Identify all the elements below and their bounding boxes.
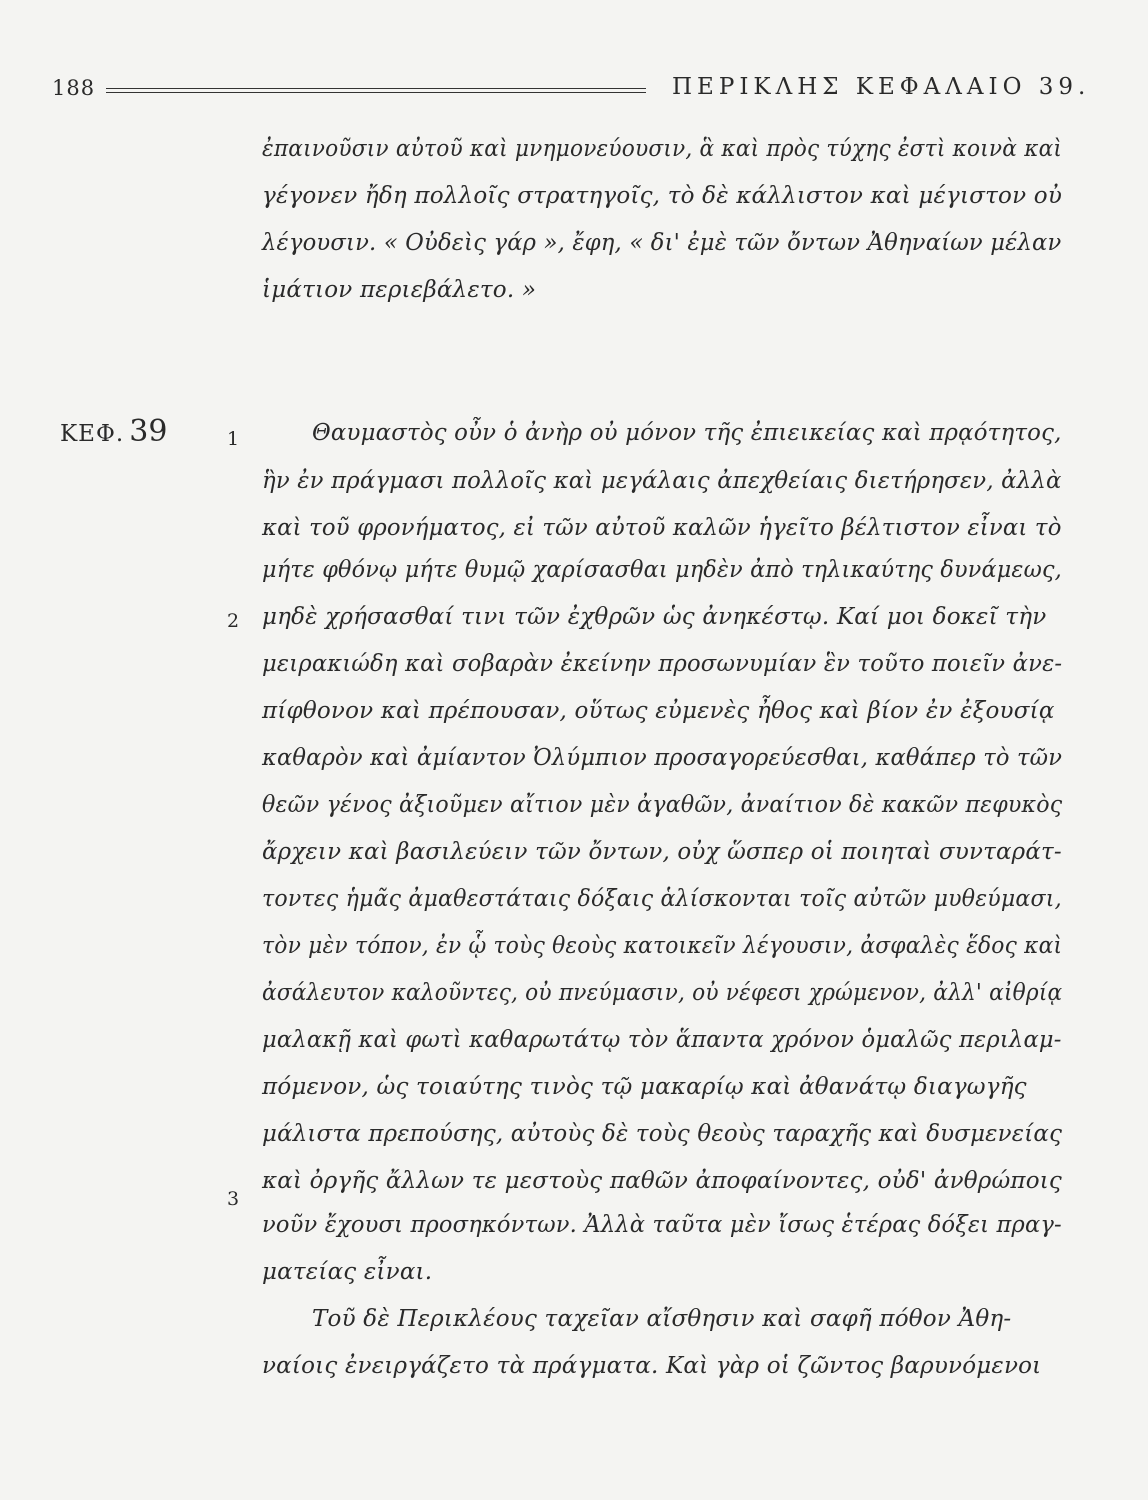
text-line: ἄρχειν καὶ βασιλεύειν τῶν ὄντων, οὐχ ὥσπερ οἱ ποιηταὶ συνταράτ- xyxy=(262,839,1062,865)
margin-number-1: 1 xyxy=(227,428,240,450)
text-line: θεῶν γένος ἀξιοῦμεν αἴτιον μὲν ἀγαθῶν, ἀναίτιον δὲ κακῶν πεφυκὸς xyxy=(262,792,1063,818)
margin-number-3: 3 xyxy=(227,1188,240,1210)
text-line: καὶ ὀργῆς ἄλλων τε μεστοὺς παθῶν ἀποφαίνοντες, οὐδ' ἀνθρώποις xyxy=(262,1168,1063,1194)
page-header xyxy=(52,74,1091,108)
text-line: μήτε φθόνῳ μήτε θυμῷ χαρίσασθαι μηδὲν ἀπὸ τηλικαύτης δυνάμεως, xyxy=(262,557,1062,583)
text-line: τοντες ἡμᾶς ἀμαθεστάταις δόξαις ἁλίσκονται τοῖς αὐτῶν μυθεύμασι, xyxy=(262,886,1062,912)
text-line: ἀσάλευτον καλοῦντες, οὐ πνεύμασιν, οὐ νέφεσι χρώμενον, ἀλλ' αἰθρίᾳ xyxy=(262,980,1063,1006)
chapter-number: 39 xyxy=(129,414,168,449)
text-line: τὸν μὲν τόπον, ἐν ᾧ τοὺς θεοὺς κατοικεῖν λέγουσιν, ἀσφαλὲς ἕδος καὶ xyxy=(262,933,1063,959)
text-line: λέγουσιν. « Οὐδεὶς γάρ », ἔφη, « δι' ἐμὲ τῶν ὄντων Ἀθηναίων μέλαν xyxy=(262,230,1062,256)
text-line: καθαρὸν καὶ ἀμίαντον Ὀλύμπιον προσαγορεύεσθαι, καθάπερ τὸ τῶν xyxy=(262,745,1063,771)
chapter-label: ΚΕΦ. xyxy=(60,421,125,447)
text-line: μηδὲ χρήσασθαί τινι τῶν ἐχθρῶν ὡς ἀνηκέστῳ. Καί μοι δοκεῖ τὴν xyxy=(262,604,1047,630)
text-line: Θαυμαστὸς οὖν ὁ ἀνὴρ οὐ μόνον τῆς ἐπιεικείας καὶ πρᾳότητος, xyxy=(312,420,1062,446)
chapter-marker xyxy=(60,414,167,449)
text-line: μαλακῇ καὶ φωτὶ καθαρωτάτῳ τὸν ἅπαντα χρόνον ὁμαλῶς περιλαμ- xyxy=(262,1027,1062,1053)
text-line: ἐπαινοῦσιν αὐτοῦ καὶ μνημονεύουσιν, ἃ καὶ πρὸς τύχης ἐστὶ κοινὰ καὶ xyxy=(262,136,1063,162)
text-line: μάλιστα πρεπούσης, αὐτοὺς δὲ τοὺς θεοὺς ταραχῆς καὶ δυσμενείας xyxy=(262,1121,1063,1147)
header-rule xyxy=(106,88,646,93)
text-line: Τοῦ δὲ Περικλέους ταχεῖαν αἴσθησιν καὶ σαφῆ πόθον Ἀθη- xyxy=(312,1306,1012,1332)
text-line: μειρακιώδη καὶ σοβαρὰν ἐκείνην προσωνυμίαν ἓν τοῦτο ποιεῖν ἀνε- xyxy=(262,651,1063,677)
margin-number-2: 2 xyxy=(227,610,240,632)
text-line: ματείας εἶναι. xyxy=(262,1259,433,1285)
text-line: ναίοις ἐνειργάζετο τὰ πράγματα. Καὶ γὰρ οἱ ζῶντος βαρυνόμενοι xyxy=(262,1353,1042,1379)
text-line: καὶ τοῦ φρονήματος, εἰ τῶν αὐτοῦ καλῶν ἡγεῖτο βέλτιστον εἶναι τὸ xyxy=(262,515,1062,541)
text-line: γέγονεν ἤδη πολλοῖς στρατηγοῖς, τὸ δὲ κάλλιστον καὶ μέγιστον οὐ xyxy=(262,183,1063,209)
text-line: πίφθονον καὶ πρέπουσαν, οὕτως εὐμενὲς ἦθος καὶ βίον ἐν ἐξουσίᾳ xyxy=(262,698,1055,724)
text-line: νοῦν ἔχουσι προσηκόντων. Ἀλλὰ ταῦτα μὲν ἴσως ἑτέρας δόξει πραγ- xyxy=(262,1212,1062,1238)
running-title: ΠΕΡΙΚΛΗΣ ΚΕΦΑΛΑΙΟ 39. xyxy=(672,74,1091,100)
text-line: ἱμάτιον περιεβάλετο. » xyxy=(262,277,537,303)
page-number: 188 xyxy=(52,76,96,100)
text-line: ἣν ἐν πράγμασι πολλοῖς καὶ μεγάλαις ἀπεχθείαις διετήρησεν, ἀλλὰ xyxy=(262,468,1062,494)
text-line: πόμενον, ὡς τοιαύτης τινὸς τῷ μακαρίῳ καὶ ἀθανάτῳ διαγωγῆς xyxy=(262,1074,1027,1100)
